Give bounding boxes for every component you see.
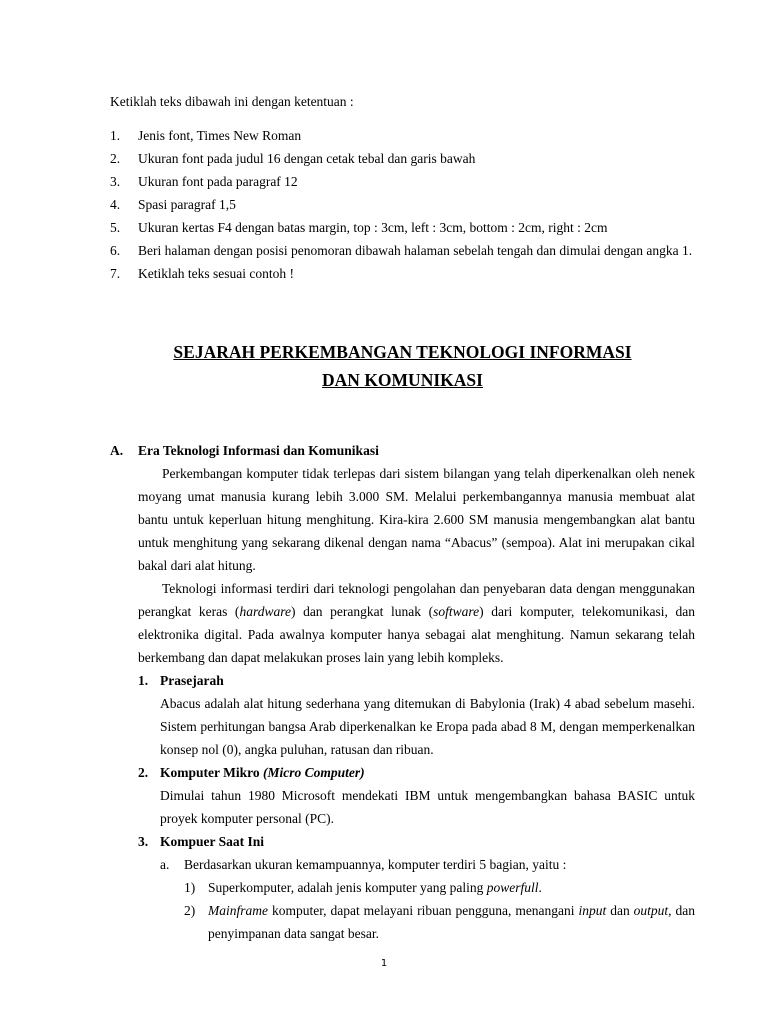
subsection-2-body: Dimulai tahun 1980 Microsoft mendekati IBM untuk mengembangkan bahasa BASIC untuk proyek komputer personal (PC).: [160, 788, 695, 826]
rule-item: 3. Ukuran font pada paragraf 12: [110, 174, 298, 189]
title-line-2: DAN KOMUNIKASI: [322, 370, 483, 390]
computer-type-2: 2) Mainframe komputer, dapat melayani ribuan pengguna, menangani input dan output, dan penyimpanan data sangat besar.: [184, 903, 695, 941]
rule-item: 5. Ukuran kertas F4 dengan batas margin, top : 3cm, left : 3cm, bottom : 2cm, right : 2cm: [110, 220, 608, 235]
subsection-1: [138, 669, 695, 761]
subsection-2-heading: 2. Komputer Mikro (Micro Computer): [138, 765, 365, 780]
section-a-heading: A. Era Teknologi Informasi dan Komunikasi: [110, 443, 379, 458]
rules-list: [110, 124, 695, 285]
page-number: 1: [380, 958, 388, 969]
rule-item: 1. Jenis font, Times New Roman: [110, 128, 302, 143]
rule-item: 2. Ukuran font pada judul 16 dengan cetak tebal dan garis bawah: [110, 151, 476, 166]
subsection-2: [138, 761, 695, 830]
subsection-1-heading: 1. Prasejarah: [138, 673, 224, 688]
computer-type-1: 1) Superkomputer, adalah jenis komputer yang paling powerfull.: [184, 880, 542, 895]
section-a: [110, 440, 695, 945]
subsection-3: [138, 830, 695, 945]
rule-item: 6. Beri halaman dengan posisi penomoran dibawah halaman sebelah tengah dan dimulai dengan angka 1.: [110, 243, 693, 258]
rule-item: 7. Ketiklah teks sesuai contoh !: [110, 266, 294, 281]
document-title: [110, 338, 695, 394]
intro-text: Ketiklah teks dibawah ini dengan ketentuan :: [110, 94, 354, 109]
title-line-1: SEJARAH PERKEMBANGAN TEKNOLOGI INFORMASI: [173, 342, 632, 362]
paragraph-1: Perkembangan komputer tidak terlepas dari sistem bilangan yang telah diperkenalkan oleh nenek moyang umat manusia kurang lebih 3.000 SM. Melalui perkembangannya manusia membuat alat bantu untuk keperluan hitung menghitung. Kira-kira 2.600 SM manusia mengembangkan alat bantu untuk menghitung yang sekarang dikenal dengan nama “Abacus” (sempoa). Alat ini merupakan cikal bakal dari alat hitung.: [138, 466, 695, 573]
subsection-1-body: Abacus adalah alat hitung sederhana yang ditemukan di Babylonia (Irak) 4 abad sebelum masehi. Sistem perhitungan bangsa Arab diperkenalkan ke Eropa pada abad 8 M, dengan memperkenalkan konsep nol (0), angka puluhan, ratusan dan ribuan.: [160, 696, 695, 757]
alpha-item-a: a. Berdasarkan ukuran kemampuannya, komputer terdiri 5 bagian, yaitu :: [160, 857, 567, 872]
subsection-3-heading: 3. Kompuer Saat Ini: [138, 834, 265, 849]
paragraph-2: Teknologi informasi terdiri dari teknologi pengolahan dan penyebaran data dengan menggunakan perangkat keras (hardware) dan perangkat lunak (software) dari komputer, telekomunikasi, dan elektronika digital. Pada awalnya komputer hanya sebagai alat menghitung. Namun sekarang telah berkembang dan dapat melakukan proses lain yang lebih kompleks.: [138, 581, 695, 665]
rule-item: 4. Spasi paragraf 1,5: [110, 197, 236, 212]
